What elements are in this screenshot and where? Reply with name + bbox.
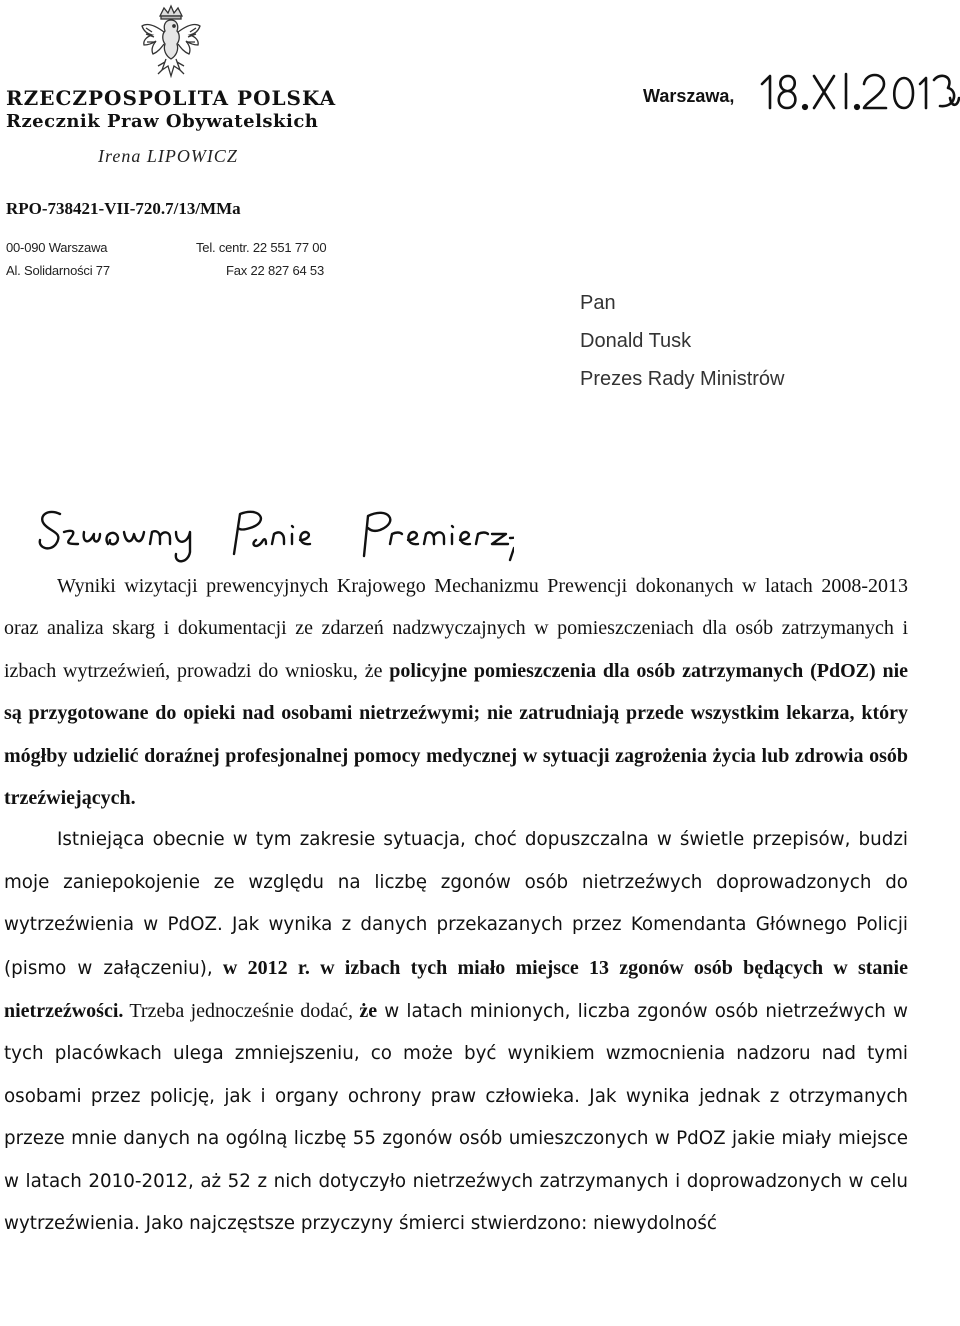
paragraph-2-text-c: w latach minionych, liczba zgonów osób nietrzeźwych w tych placówkach ulega zmniejszeniu, co może być wynikiem wzmocnienia nadzoru nad tymi osobami przez policję, jak i organy ochrony praw człowieka. Jak wynika jednak z otrzymanych przeze mnie danych na ogólną liczbę 55 zgonów osób umieszczonych w PdOZ jakie miały miejsce w latach 2010-2012, aż 52 z nich dotyczyło nietrzeźwych zatrzymanych i doprowadzonych w celu wytrzeźwienia. Jako najczęstsze przyczyny śmierci stwierdzono: niewydolność (4, 1001, 908, 1235)
recipient-title: Prezes Rady Ministrów (580, 368, 785, 390)
letter-body (4, 565, 908, 1246)
ombudsman-name: Irena LIPOWICZ (98, 146, 238, 166)
paragraph-2-bold-text: w 2012 r. w izbach tych miało miejsce 13 zgonów osób będących w stanie nietrzeźwości. (4, 956, 908, 1023)
handwritten-salutation (34, 500, 514, 572)
handwritten-date (754, 64, 960, 120)
recipient-salutation: Pan (580, 292, 616, 314)
org-name: RZECZPOSPOLITA POLSKA (6, 86, 337, 110)
paragraph-2-bold-ze: że (352, 1000, 378, 1023)
fax-number: Fax 22 827 64 53 (226, 263, 324, 278)
city-label: Warszawa, (643, 86, 735, 106)
reference-number: RPO-738421-VII-720.7/13/MMa (6, 199, 241, 218)
phone-number: Tel. centr. 22 551 77 00 (196, 240, 327, 255)
recipient-name: Donald Tusk (580, 330, 692, 352)
street-address: Al. Solidarności 77 (6, 263, 110, 278)
paragraph-1-bold-text: policyjne pomieszczenia dla osób zatrzymanych (PdOZ) nie są przygotowane do opieki nad osobami nietrzeźwymi; nie zatrudniają przede wszystkim lekarza, który mógłby udzielić doraźnej profesjonalnej pomocy medycznej w sytuacji zagrożenia życia lub zdrowia osób trzeźwiejących. (4, 659, 909, 810)
paragraph-2-text-b: Trzeba jednocześnie dodać, (123, 1000, 353, 1023)
eagle-emblem-icon (138, 4, 204, 84)
paragraph-1-text: Wyniki wizytacji prewencyjnych Krajowego Mechanizmu Prewencji dokonanych w latach 2008-2013 oraz analiza skarg i dokumentacji ze zdarzeń nadzwyczajnych w pomieszczeniach dla osób zatrzymanych i izbach wytrzeźwień, prowadzi do wniosku, że (4, 575, 908, 682)
paragraph-2 (4, 819, 908, 1245)
paragraph-2-text: Istniejąca obecnie w tym zakresie sytuacja, choć dopuszczalna w świetle przepisów, budzi moje zaniepokojenie ze względu na liczbę zgonów osób nietrzeźwych doprowadzonych do wytrzeźwienia w PdOZ. Jak wynika z danych przekazanych przez Komendanta Głównego Policji (pismo w załączeniu), (4, 829, 908, 979)
paragraph-1 (4, 565, 908, 819)
postal-code: 00-090 Warszawa (6, 240, 108, 255)
org-office: Rzecznik Praw Obywatelskich (6, 111, 319, 132)
